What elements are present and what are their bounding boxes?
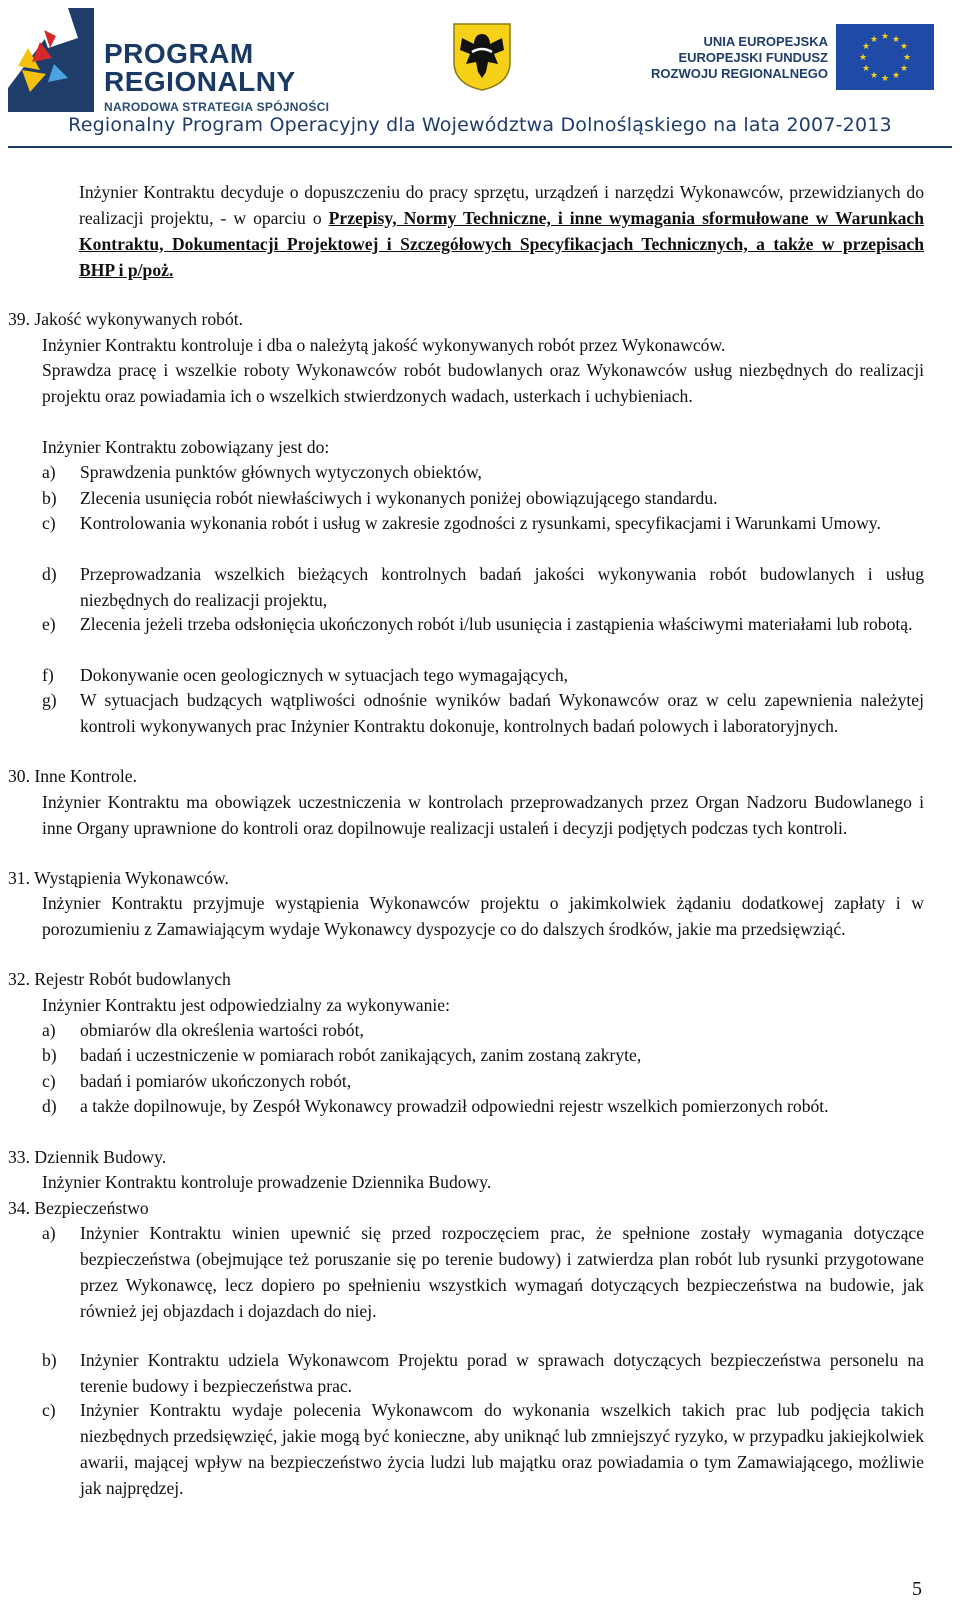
program-title-line2: REGIONALNY <box>104 66 296 97</box>
list-item-text: a także dopilnowuje, by Zespół Wykonawcy prowadził odpowiedni rejestr wszelkich pomierzonych robót. <box>80 1096 829 1116</box>
list-item-text: Inżynier Kontraktu winien upewnić się przed rozpoczęciem prac, że spełnione zostały wymagania dotyczące bezpieczeństwa (obejmujące też poruszanie się po terenie budowy) i zatwierdza plan robót lub rysunki przygotowane przez Wykonawcę, lecz dopiero po spełnieniu wszystkich wymagań dotyczących bezpieczeństwa na budowie, jak również jej objazdach i dojazdach do niej. <box>80 1223 924 1321</box>
section-39-paragraph-3: Inżynier Kontraktu zobowiązany jest do: <box>42 437 330 457</box>
list-item-label: d) <box>42 564 57 584</box>
list-item-text: Dokonywanie ocen geologicznych w sytuacjach tego wymagających, <box>80 665 569 685</box>
list-item-text: Zlecenia usunięcia robót niewłaściwych i wykonanych poniżej obowiązującego standardu. <box>80 488 718 508</box>
eu-flag-icon <box>836 24 934 90</box>
intro-plain-text: Inżynier Kontraktu decyduje o dopuszczeniu do pracy sprzętu, urządzeń i narzędzi Wykonawców, przewidzianych do realizacji projektu, - w oparciu o <box>79 182 924 228</box>
svg-text:★: ★ <box>869 71 879 81</box>
section-32-heading: 32. Rejestr Robót budowlanych <box>8 969 231 989</box>
list-item-label: e) <box>42 614 56 634</box>
section-33-heading: 33. Dziennik Budowy. <box>8 1147 167 1167</box>
list-item-text: Przeprowadzania wszelkich bieżących kontrolnych badań jakości wykonywania robót budowlanych i usług niezbędnych do realizacji projektu, <box>80 564 924 610</box>
program-title-line1: PROGRAM <box>104 38 254 69</box>
list-item-label: a) <box>42 462 56 482</box>
svg-text:★: ★ <box>899 42 909 52</box>
list-item-label: b) <box>42 488 57 508</box>
eu-line2: EUROPEJSKI FUNDUSZ <box>678 50 828 65</box>
svg-text:★: ★ <box>869 35 879 45</box>
list-item-text: badań i uczestniczenie w pomiarach robót zanikających, zanim zostaną zakryte, <box>80 1045 642 1065</box>
svg-text:★: ★ <box>880 74 890 84</box>
eu-line1: UNIA EUROPEJSKA <box>703 34 828 49</box>
list-item-label: c) <box>42 1400 56 1420</box>
svg-text:★: ★ <box>861 42 871 52</box>
list-item-label: b) <box>42 1350 57 1370</box>
page-number: 5 <box>912 1578 922 1600</box>
section-31-paragraph: Inżynier Kontraktu przyjmuje wystąpienia Wykonawców projektu o jakimkolwiek żądaniu dodatkowej zapłaty i w porozumieniu z Zamawiającym wydaje Wykonawcy dyspozycje co do dalszych środków, jakie ma przedsięwziąć. <box>42 893 924 939</box>
list-item-label: c) <box>42 1071 56 1091</box>
list-item-text: W sytuacjach budzących wątpliwości odnośnie wyników badań Wykonawców oraz w celu zapewnienia należytej kontroli wykonywanych prac Inżynier Kontraktu dokonuje, kontrolnych badań polowych i laboratoryjnych. <box>80 690 924 736</box>
list-item-label: g) <box>42 690 57 710</box>
list-item-text: obmiarów dla określenia wartości robót, <box>80 1020 364 1040</box>
section-39-heading: 39. Jakość wykonywanych robót. <box>8 309 244 329</box>
list-item-label: d) <box>42 1096 57 1116</box>
section-34-heading: 34. Bezpieczeństwo <box>8 1198 149 1218</box>
program-subtitle: Regionalny Program Operacyjny dla Województwa Dolnośląskiego na lata 2007-2013 <box>68 114 892 136</box>
section-31-heading: 31. Wystąpienia Wykonawców. <box>8 868 229 888</box>
section-39-paragraph-1: Inżynier Kontraktu kontroluje i dba o należytą jakość wykonywanych robót przez Wykonawców. <box>42 335 726 355</box>
svg-text:★: ★ <box>891 35 901 45</box>
list-item-label: b) <box>42 1045 57 1065</box>
list-item-text: Inżynier Kontraktu udziela Wykonawcom Projektu porad w sprawach dotyczących bezpieczeństwa personelu na terenie budowy i bezpieczeństwa prac. <box>80 1350 924 1396</box>
svg-text:★: ★ <box>858 53 868 63</box>
svg-text:★: ★ <box>899 64 909 74</box>
svg-text:★: ★ <box>891 71 901 81</box>
section-30-heading: 30. Inne Kontrole. <box>8 766 137 786</box>
program-regionalny-logo <box>8 8 338 112</box>
list-item-text: Zlecenia jeżeli trzeba odsłonięcia ukończonych robót i/lub usunięcia i zastąpienia właściwymi materiałami lub robotą. <box>80 614 913 634</box>
section-33-paragraph: Inżynier Kontraktu kontroluje prowadzenie Dziennika Budowy. <box>42 1172 492 1192</box>
eu-text-block <box>600 34 828 82</box>
list-item-label: f) <box>42 665 54 685</box>
list-item-text: Inżynier Kontraktu wydaje polecenia Wykonawcom do wykonania wszelkich takich prac lub podjęcia takich niezbędnych przedsięwzięć, jakie mogą być konieczne, aby uniknąć lub zmniejszyć ryzyko, w przypadku jakiejkolwiek awarii, mającej wpływ na bezpieczeństwo życia ludzi lub majątku oraz powiadamia o tym Zamawiającego, możliwie jak najprędzej. <box>80 1400 924 1498</box>
section-32-paragraph: Inżynier Kontraktu jest odpowiedzialny za wykonywanie: <box>42 995 450 1015</box>
list-item-text: badań i pomiarów ukończonych robót, <box>80 1071 352 1091</box>
page-header <box>0 0 960 152</box>
svg-text:★: ★ <box>861 64 871 74</box>
list-item-label: a) <box>42 1020 56 1040</box>
svg-text:★: ★ <box>902 53 912 63</box>
lower-silesia-eagle-crest-icon <box>452 22 512 92</box>
intro-bold-text: Przepisy, Normy Techniczne, i inne wymagania sformułowane w Warunkach Kontraktu, Dokumentacji Projektowej i Szczegółowych Specyfikacjach Technicznych, a także w przepisach BHP i p/poż. <box>79 207 924 280</box>
list-item-label: a) <box>42 1223 56 1243</box>
section-39-paragraph-2: Sprawdza pracę i wszelkie roboty Wykonawców robót budowlanych oraz Wykonawców usług niezbędnych do realizacji projektu oraz powiadamia ich o wszelkich stwierdzonych wadach, usterkach i uchybieniach. <box>42 360 924 406</box>
intro-paragraph <box>79 180 924 284</box>
list-item-label: c) <box>42 513 56 533</box>
section-30-paragraph: Inżynier Kontraktu ma obowiązek uczestniczenia w kontrolach przeprowadzanych przez Organ Nadzoru Budowlanego i inne Organy uprawnione do kontroli oraz dopilnowuje realizacji ustaleń i decyzji podjętych podczas tych kontroli. <box>42 792 924 838</box>
list-item-text: Kontrolowania wykonania robót i usług w zakresie zgodności z rysunkami, specyfikacjami i Warunkami Umowy. <box>80 513 881 533</box>
program-regionalny-logo-icon <box>8 8 98 112</box>
eu-line3: ROZWOJU REGIONALNEGO <box>651 66 828 81</box>
header-divider <box>8 146 952 148</box>
program-title-line3: NARODOWA STRATEGIA SPÓJNOŚCI <box>104 100 330 114</box>
svg-text:★: ★ <box>880 32 890 42</box>
list-item-text: Sprawdzenia punktów głównych wytyczonych obiektów, <box>80 462 482 482</box>
